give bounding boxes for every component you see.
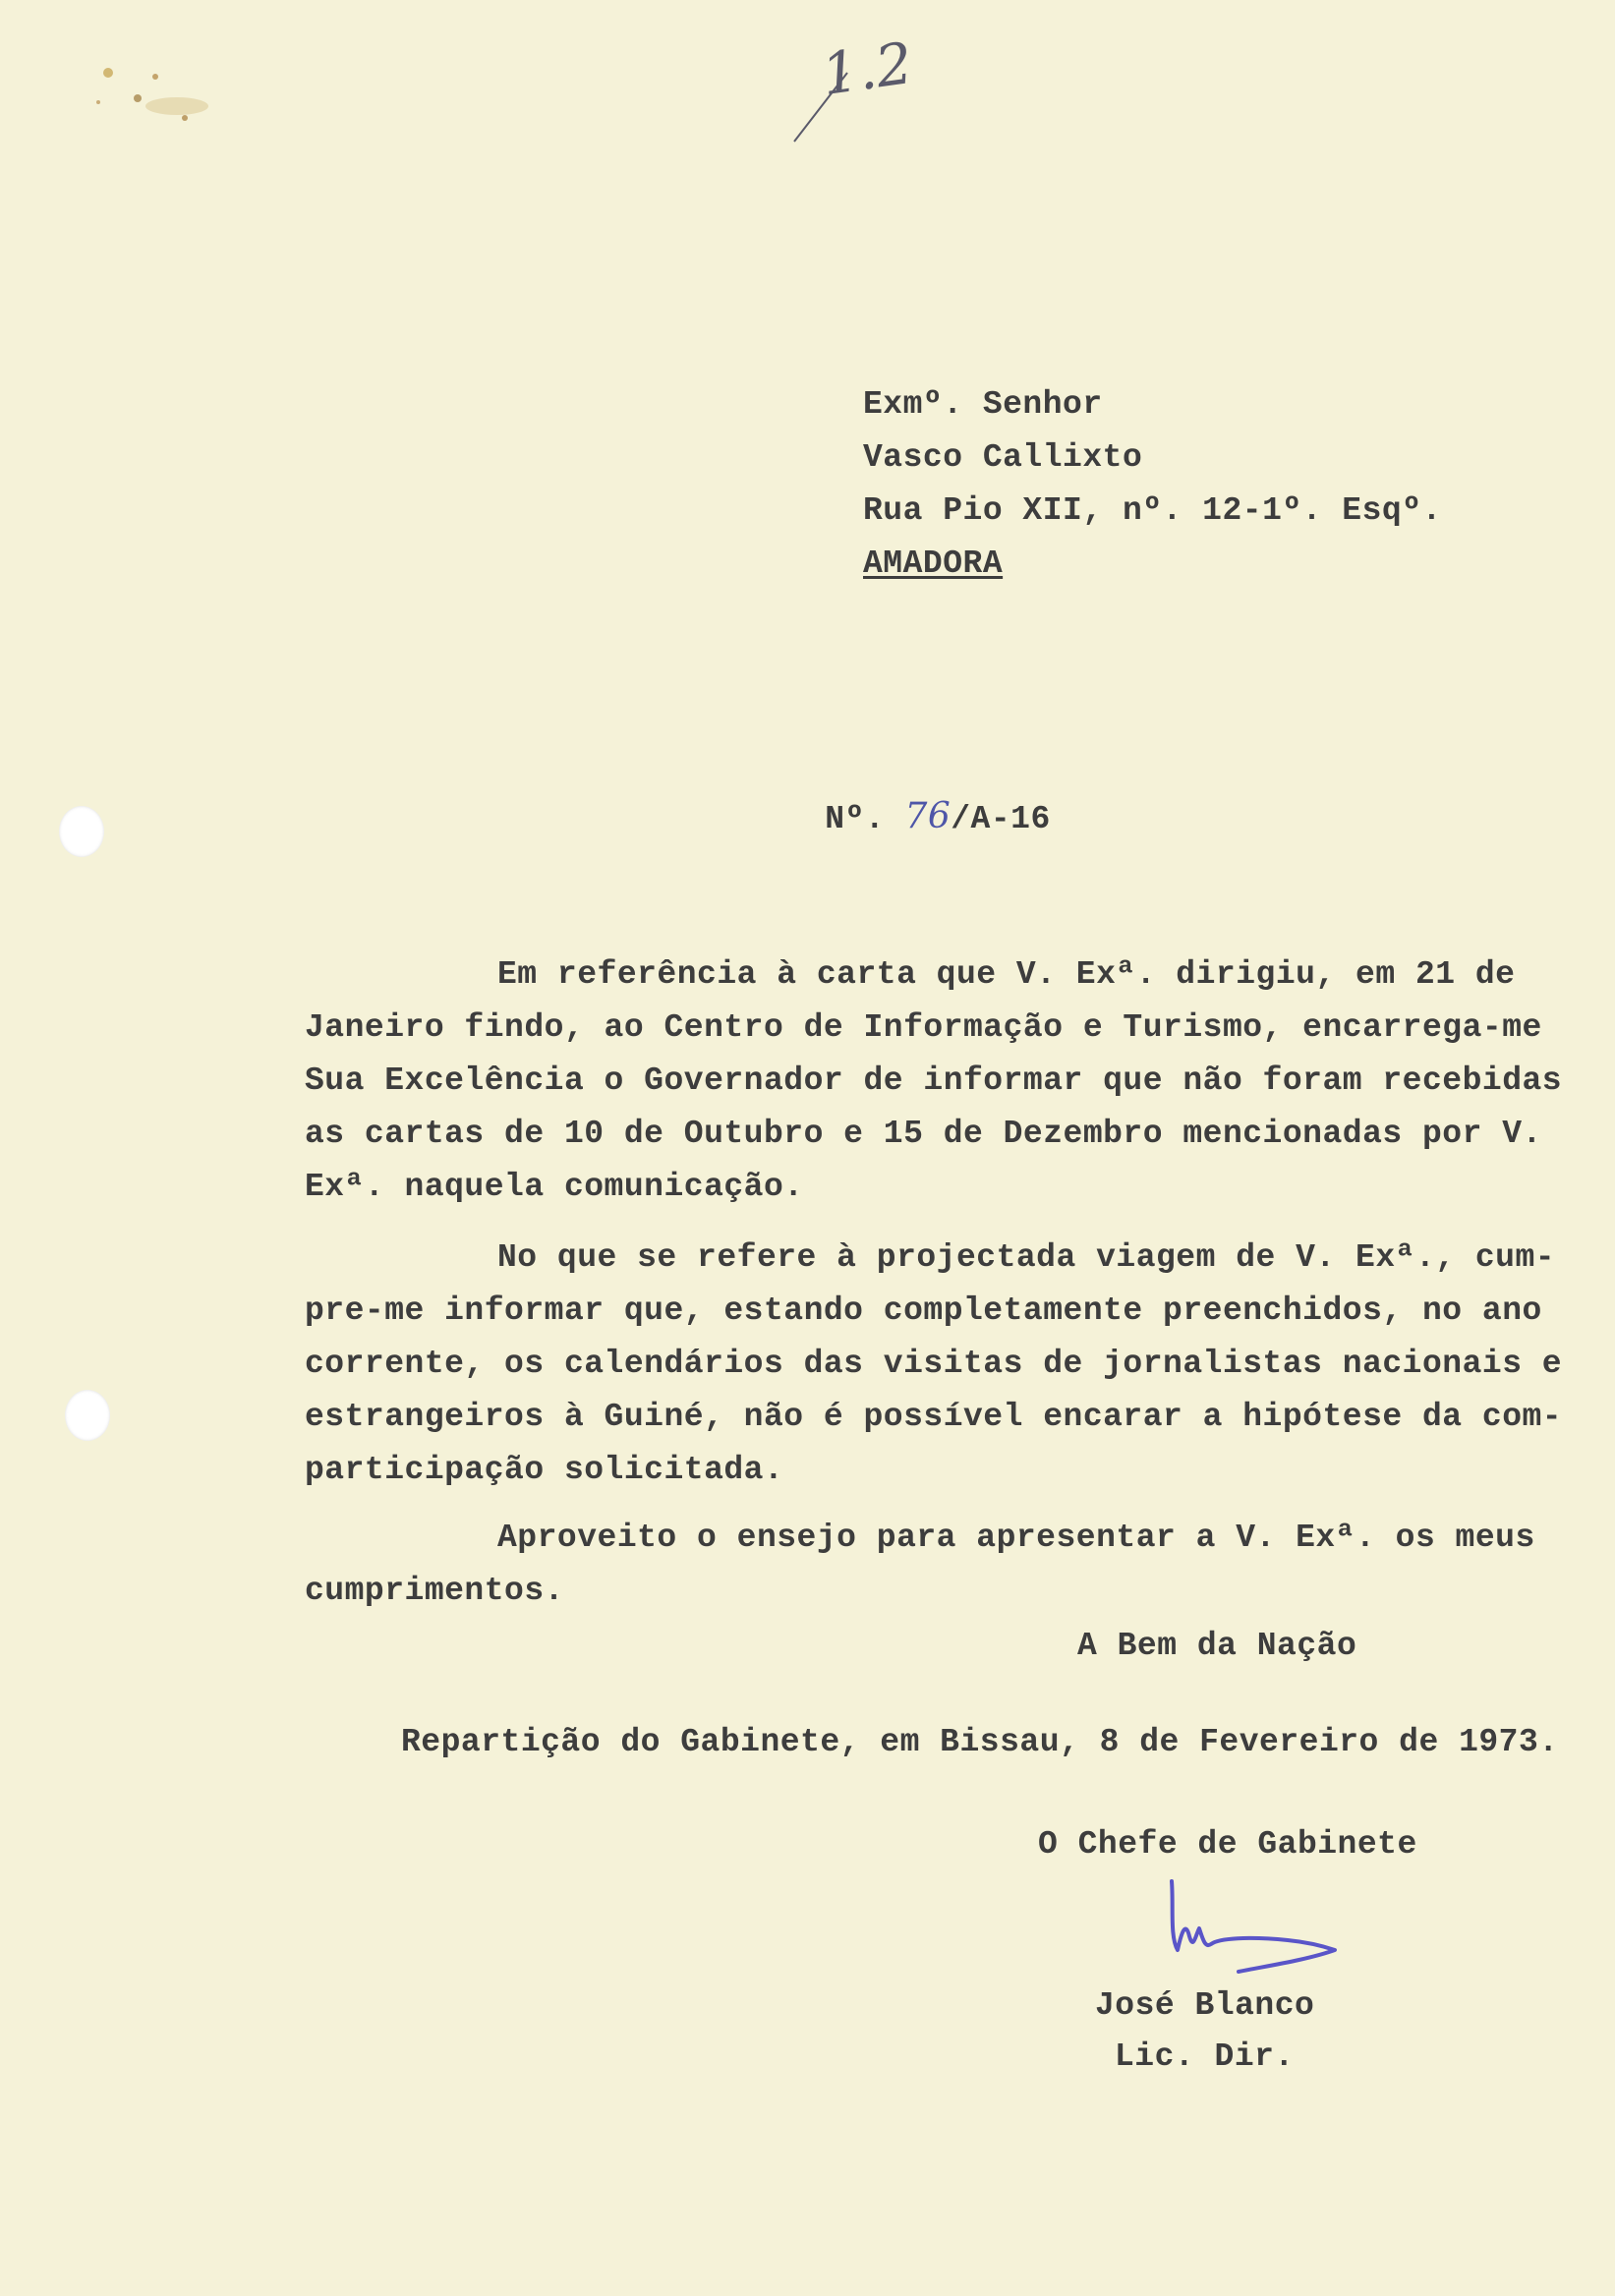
rust-stain [39,59,236,138]
body-line: cumprimentos. [305,1573,564,1609]
folio-number: 1.2 [817,29,917,109]
body-line: Em referência à carta que V. Exª. dirigiu, em 21 de [497,956,1516,993]
body-line: corrente, os calendários das visitas de jornalistas nacionais e [305,1346,1563,1382]
reference-suffix: /A-16 [951,801,1051,837]
reference-number [745,760,1051,874]
reference-prefix: Nº. [825,801,905,837]
date-line: Repartição do Gabinete, em Bissau, 8 de Fevereiro de 1973. [401,1724,1559,1760]
body-line: participação solicitada. [305,1452,784,1488]
signer-degree: Lic. Dir. [1115,2038,1295,2075]
signer-title: O Chefe de Gabinete [1038,1826,1417,1863]
recipient-street: Rua Pio XII, nº. 12-1º. Esqº. [863,492,1442,529]
recipient-city: AMADORA [863,545,1004,582]
signer-name: José Blanco [1095,1987,1315,2024]
body-line: Janeiro findo, ao Centro de Informação e Turismo, encarrega-me [305,1009,1542,1046]
folio-stroke [786,69,865,147]
body-line: as cartas de 10 de Outubro e 15 de Dezembro mencionadas por V. [305,1116,1542,1152]
body-line: No que se refere à projectada viagem de V. Exª., cum- [497,1239,1556,1276]
body-line: Aproveito o ensejo para apresentar a V. Exª. os meus [497,1520,1535,1556]
punch-hole-bottom [65,1390,110,1441]
body-line: Sua Excelência o Governador de informar que não foram recebidas [305,1062,1563,1099]
handwritten-signature [1160,1877,1356,1985]
closing-formula: A Bem da Nação [1077,1628,1357,1664]
punch-hole-top [59,806,104,857]
reference-handwritten-number: 76 [904,796,952,836]
recipient-salutation: Exmº. Senhor [863,386,1103,423]
body-line: pre-me informar que, estando completamente preenchidos, no ano [305,1292,1542,1329]
recipient-name: Vasco Callixto [863,439,1143,476]
body-line: estrangeiros à Guiné, não é possível encarar a hipótese da com- [305,1399,1563,1435]
body-line: Exª. naquela comunicação. [305,1169,804,1205]
